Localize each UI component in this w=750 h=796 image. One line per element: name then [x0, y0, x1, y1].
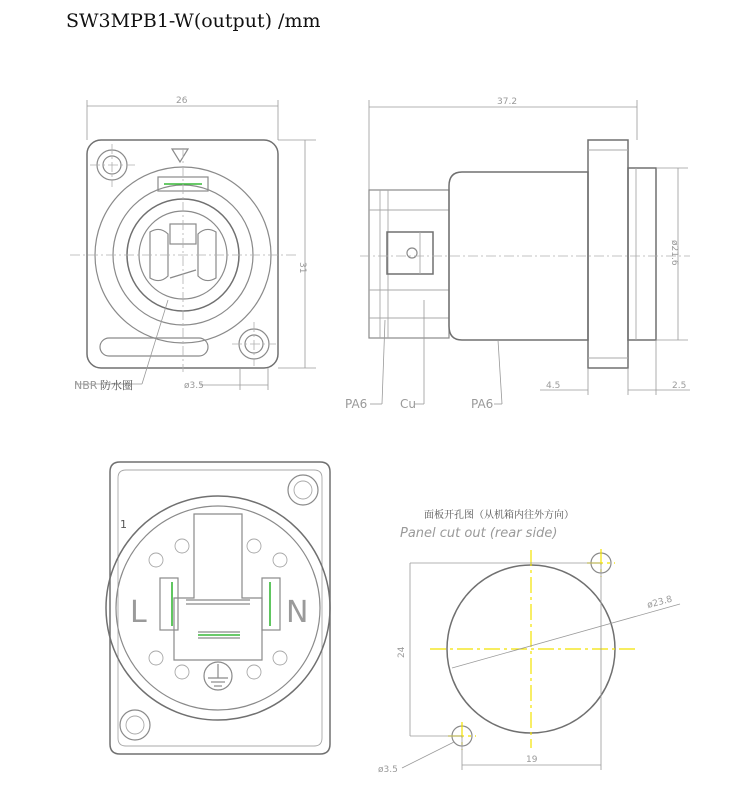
front-width-dim: 26	[176, 96, 188, 106]
side-view	[345, 97, 690, 411]
material-pa6-rear: PA6	[345, 397, 368, 411]
rear-label-l: L	[130, 595, 147, 630]
rear-mount-hole-bottom-left	[120, 710, 150, 740]
panel-hole-dim: ø3.5	[378, 765, 398, 775]
panel-cutout-title-en: Panel cut out (rear side)	[400, 526, 558, 541]
side-front-nose	[628, 168, 656, 340]
front-hole-dim: ø3.5	[184, 381, 204, 391]
panel-cutout-view	[378, 508, 680, 775]
front-triangle-marker	[172, 149, 188, 162]
seal-label: 防水圈	[100, 379, 133, 392]
cu-terminal	[387, 232, 433, 274]
panel-width-dim: 19	[526, 755, 538, 765]
nbr-label: NBR	[74, 379, 98, 392]
rear-mount-hole-top-right	[288, 475, 318, 505]
panel-height-dim: 24	[397, 646, 407, 658]
front-bottom-slot	[100, 338, 208, 356]
side-dim-b: 2.5	[672, 381, 687, 391]
side-flange	[588, 140, 628, 368]
front-flange	[87, 140, 278, 368]
material-cu: Cu	[400, 397, 416, 411]
side-length-dim: 37.2	[497, 97, 518, 107]
panel-cutout-title-cn: 面板开孔图（从机箱内往外方向）	[424, 510, 574, 521]
rear-pin-1-label: 1	[120, 518, 127, 531]
material-pa6-front: PA6	[471, 397, 494, 411]
side-terminal-block	[369, 190, 449, 338]
rear-label-n: N	[286, 595, 309, 630]
panel-circle-dim: ø23.8	[646, 594, 674, 611]
drawing-title: SW3MPB1-W(output) /mm	[66, 10, 321, 32]
side-diameter-dim: ø21.6	[669, 240, 679, 266]
front-height-dim: 31	[297, 262, 307, 274]
front-view	[70, 96, 316, 392]
side-dim-a: 4.5	[546, 381, 561, 391]
rear-view	[106, 462, 330, 754]
